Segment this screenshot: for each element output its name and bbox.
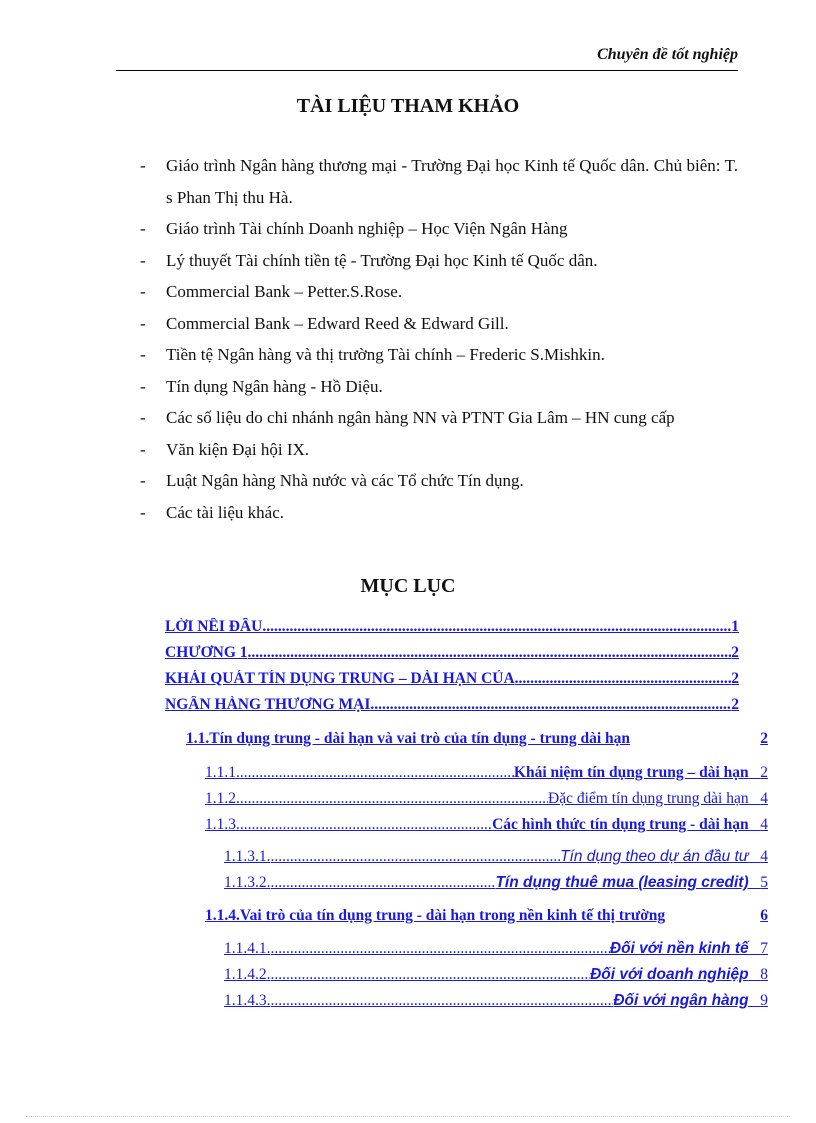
toc-entry-1-1-3-1[interactable]: 1.1.3.1. ..... Tín dụng theo dự án đầu tư 4 — [224, 848, 768, 866]
toc-entry-1-1-3-2[interactable]: 1.1.3.2. ..... Tín dụng thuê mua (leasing credit) 5 — [224, 874, 768, 892]
list-item: - Commercial Bank – Petter.S.Rose. — [140, 276, 738, 308]
bullet-dash: - — [140, 156, 146, 175]
toc-entry-1-1-4-3[interactable]: 1.1.4.3. ..... Đối với ngân hàng 9 — [224, 992, 768, 1010]
bullet-dash: - — [140, 345, 146, 364]
list-item: - Lý thuyết Tài chính tiền tệ - Trường Đại học Kinh tế Quốc dân. — [140, 245, 738, 277]
page-bottom-divider — [26, 1116, 790, 1117]
bullet-dash: - — [140, 376, 146, 396]
toc-entry-khai-quat[interactable]: KHÁI QUÁT TÍN DỤNG TRUNG – DÀI HẠN CỦA ..... 2 — [165, 670, 739, 688]
toc-entry-1-1-4-1[interactable]: 1.1.4.1. ..... Đối với nền kinh tế 7 — [224, 940, 768, 958]
references-list — [140, 150, 738, 528]
bullet-dash: - — [140, 408, 146, 427]
list-item: - Các tài liệu khác. — [140, 497, 738, 529]
toc-entry-1-1-4[interactable]: 1.1.4.Vai trò của tín dụng trung - dài hạn trong nền kinh tế thị trường 6 — [205, 907, 768, 924]
toc-entry-ngan-hang-thuong-mai[interactable]: NGÂN HÀNG THƯƠNG MẠI ..... 2 — [165, 696, 739, 714]
toc-entry-1-1[interactable]: 1.1.Tín dụng trung - dài hạn và vai trò của tín dụng - trung dài hạn 2 — [186, 730, 768, 747]
toc-entry-loi-noi-dau[interactable]: LỜI NỀI ĐẦU ..... 1 — [165, 618, 739, 636]
list-item: - Giáo trình Ngân hàng thương mại - Trường Đại học Kinh tế Quốc dân. Chủ biên: T. s Phan Thị thu Hà. — [140, 150, 738, 213]
bullet-dash: - — [140, 471, 146, 490]
references-title: TÀI LIỆU THAM KHẢO — [296, 95, 520, 117]
list-item: - Commercial Bank – Edward Reed & Edward Gill. — [140, 308, 738, 340]
running-title: Chuyên đề tốt nghiệp — [597, 46, 738, 63]
bullet-dash: - — [140, 250, 146, 270]
toc-entry-1-1-4-2[interactable]: 1.1.4.2. ..... Đối với doanh nghiệp 8 — [224, 966, 768, 984]
list-item: - Tín dụng Ngân hàng - Hồ Diệu. — [140, 371, 738, 403]
bullet-dash: - — [140, 282, 146, 301]
toc-entry-1-1-1[interactable]: 1.1.1. ..... Khái niệm tín dụng trung – dài hạn 2 — [205, 764, 768, 782]
bullet-dash: - — [140, 219, 146, 238]
page-header — [116, 42, 738, 71]
toc-entry-1-1-2[interactable]: 1.1.2. ..... Đặc điểm tín dụng trung dài hạn 4 — [205, 790, 768, 808]
list-item: - Tiền tệ Ngân hàng và thị trường Tài chính – Frederic S.Mishkin. — [140, 339, 738, 371]
bullet-dash: - — [140, 439, 146, 459]
list-item: - Văn kiện Đại hội IX. — [140, 434, 738, 466]
toc-entry-chuong-1[interactable]: CHƯƠNG 1 ..... 2 — [165, 644, 739, 662]
list-item: - Các số liệu do chi nhánh ngân hàng NN và PTNT Gia Lâm – HN cung cấp — [140, 402, 738, 434]
list-item: - Giáo trình Tài chính Doanh nghiệp – Học Viện Ngân Hàng — [140, 213, 738, 245]
toc-title: MỤC LỤC — [360, 575, 456, 597]
bullet-dash: - — [140, 313, 146, 333]
bullet-dash: - — [140, 502, 146, 522]
toc-entry-1-1-3[interactable]: 1.1.3. ..... Các hình thức tín dụng trung - dài hạn 4 — [205, 816, 768, 834]
list-item: - Luật Ngân hàng Nhà nước và các Tổ chức Tín dụng. — [140, 465, 738, 497]
